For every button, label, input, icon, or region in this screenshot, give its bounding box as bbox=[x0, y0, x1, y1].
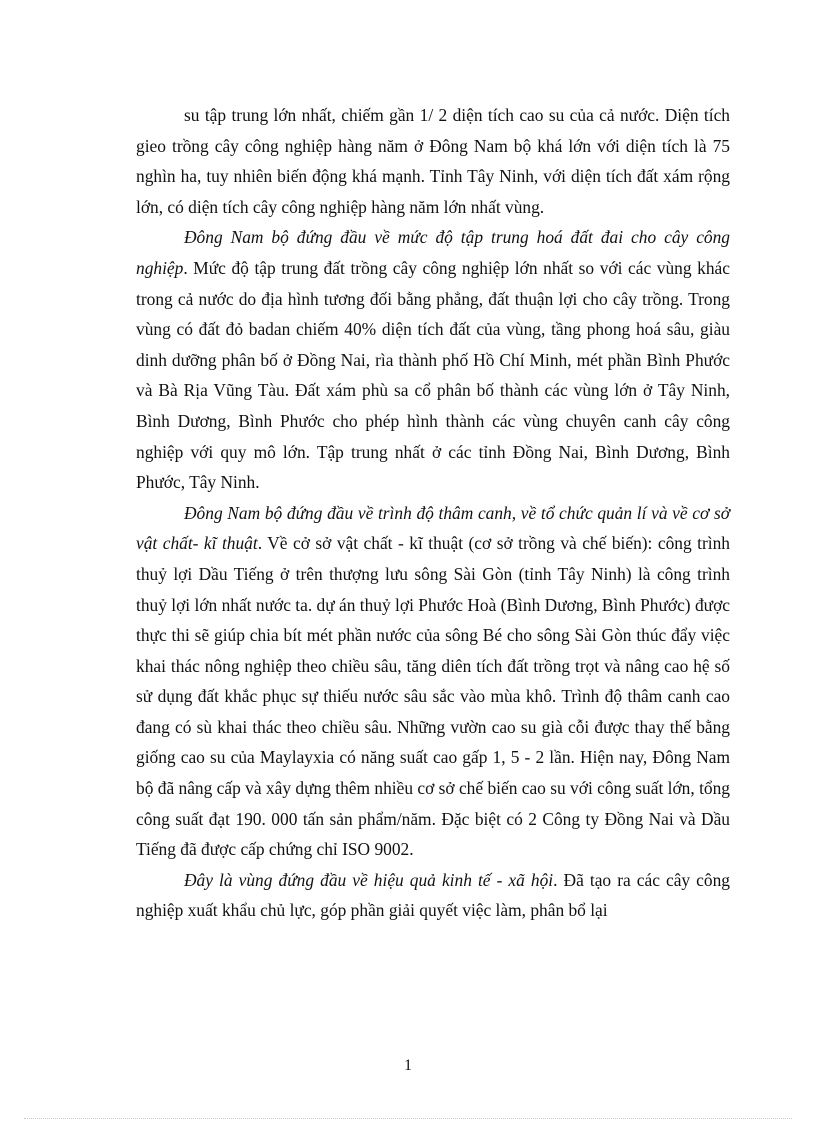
paragraph-land-concentration bbox=[136, 222, 730, 497]
paragraph-intensive-farming bbox=[136, 498, 730, 865]
body-text bbox=[136, 100, 730, 926]
paragraph-text: . Đã tạo ra các cây công nghiệp xuất khẩu chủ lực, góp phần giải quyết việc làm, phân bổ lại bbox=[136, 869, 730, 921]
page-bottom-edge bbox=[24, 1118, 792, 1119]
paragraph-rubber-area bbox=[136, 100, 730, 222]
page-number: 1 bbox=[404, 1057, 412, 1074]
paragraph-text: su tập trung lớn nhất, chiếm gần 1/ 2 diện tích cao su của cả nước. Diện tích gieo trồng cây công nghiệp hàng năm ở Đông Nam bộ khá lớn với diện tích là 75 nghìn ha, tuy nhiên biến động khá mạnh. Tỉnh Tây Ninh, với diện tích đất xám rộng lớn, có diện tích cây công nghiệp hàng năm lớn nhất vùng. bbox=[136, 105, 730, 217]
paragraph-text: . Về cở sở vật chất - kĩ thuật (cơ sở trồng và chế biến): công trình thuỷ lợi Dầu Tiếng ở trên thượng lưu sông Sài Gòn (tỉnh Tây Ninh) là công trình thuỷ lợi lớn nhất nước ta. dự án thuỷ lợi Phước Hoà (Bình Dương, Bình Phước) được thực thi sẽ giúp chia bít mét phần nước của sông Bé cho sông Sài Gòn thúc đẩy việc khai thác nông nghiệp theo chiều sâu, tăng diên tích đất trồng trọt và nâng cao hệ số sử dụng đất khắc phục sự thiếu nước sâu sắc vào mùa khô. Trình độ thâm canh cao đang có sù khai thác theo chiều sâu. Những vườn cao su già cỗi được thay thế bằng giống cao su của Maylayxia có năng suất cao gấp 1, 5 - 2 lần. Hiện nay, Đông Nam bộ đã nâng cấp và xây dựng thêm nhiều cơ sở chế biến cao su với công suất lớn, tổng công suất đạt 190. 000 tấn sản phẩm/năm. Đặc biệt có 2 Công ty Đồng Nai và Dầu Tiếng đã được cấp chứng chỉ ISO 9002. bbox=[136, 533, 730, 860]
paragraph-italic-lead: Đây là vùng đứng đầu về hiệu quả kinh tế - xã hội bbox=[184, 869, 554, 890]
paragraph-text: . Mức độ tập trung đất trồng cây công nghiệp lớn nhất so với các vùng khác trong cả nước do địa hình tương đối bằng phẳng, đất thuận lợi cho cây trồng. Trong vùng có đất đỏ badan chiếm 40% diện tích đất của vùng, tầng phong hoá sâu, giàu dinh dưỡng phân bố ở Đồng Nai, rìa thành phố Hồ Chí Minh, mét phần Bình Phước và Bà Rịa Vũng Tàu. Đất xám phù sa cổ phân bố thành các vùng lớn ở Tây Ninh, Bình Dương, Bình Phước cho phép hình thành các vùng chuyên canh cây công nghiệp với quy mô lớn. Tập trung nhất ở các tỉnh Đồng Nai, Bình Dương, Bình Phước, Tây Ninh. bbox=[136, 257, 730, 493]
paragraph-socioeconomic-efficiency bbox=[136, 865, 730, 926]
paragraph-italic-lead: Đông Nam bộ đứng đầu về trình độ thâm canh, về tổ chức quản lí và về cơ sở vật chất- kĩ thuật bbox=[136, 502, 730, 554]
paragraph-italic-lead: Đông Nam bộ đứng đầu về mức độ tập trung hoá đất đai cho cây công nghiệp bbox=[136, 227, 730, 278]
